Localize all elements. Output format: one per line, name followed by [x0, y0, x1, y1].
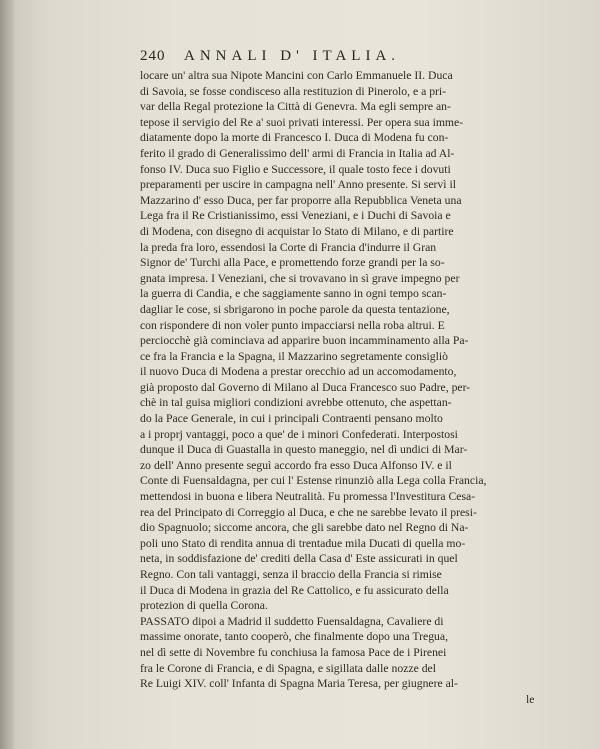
text-line: chè in tal guisa migliori condizioni avrebbe ottenuto, che aspettan-: [140, 396, 452, 410]
text-line: dunque il Duca di Guastalla in questo maneggio, nel dì undici di Mar-: [140, 443, 468, 457]
text-line: protezion di quella Corona.: [140, 599, 268, 613]
text-line: Regno. Con tali vantaggi, senza il braccio della Francia si rimise: [140, 568, 442, 581]
text-line: Lega fra il Re Cristianissimo, essi Veneziani, e i Duchi di Savoia e: [140, 209, 451, 223]
text-line: tepose il servigio del Re a' suoi privati interessi. Per opera sua imme-: [140, 115, 464, 129]
catchword: le: [526, 692, 535, 706]
text-line: Mazzarino d' esso Duca, per far proporre alla Repubblica Veneta una: [140, 193, 462, 207]
text-line: ce fra la Francia e la Spagna, il Mazzarino segretamente consigliò: [140, 349, 448, 363]
text-line: mettendosi in buona e libera Neutralità. Fu promessa l'Investitura Cesa-: [140, 490, 476, 504]
text-line: zo dell' Anno presente seguì accordo fra esso Duca Alfonso IV. e il: [140, 458, 452, 472]
text-line: Signor de' Turchi alla Pace, e promettendo forze grandi per la so-: [140, 256, 445, 270]
text-line: di Modena, con disegno di acquistar lo Stato di Milano, e di partire: [140, 224, 454, 238]
text-line: la preda fra loro, essendosi la Corte di Francia d'indurre il Gran: [140, 240, 437, 254]
text-line: PASSATO dipoi a Madrid il suddetto Fuensaldagna, Cavaliere di: [140, 614, 444, 628]
text-line: preparamenti per uscire in campagna nell' Anno presente. Si servì il: [140, 178, 456, 192]
text-line: dagliar le cose, si sbrigarono in poche parole da questa tentazione,: [140, 302, 450, 316]
text-line: fonso IV. Duca suo Figlio e Successore, il quale tosto fece i dovuti: [140, 162, 451, 176]
text-line: con rispondere di non voler punto impacciarsi nella roba altrui. E: [140, 318, 445, 332]
page-number: 240: [140, 48, 166, 64]
text-line: perciocchè già cominciava ad apparire buon incamminamento alla Pa-: [140, 334, 469, 348]
text-line: diatamente dopo la morte di Francesco I. Duca di Modena fu con-: [140, 131, 449, 145]
page-header: [140, 48, 470, 68]
text-line: neta, in soddisfazione de' crediti della Casa d' Este assicurati in quel: [140, 552, 458, 566]
text-line: dio Spagnuolo; siccome ancora, che gli sarebbe dato nel Regno di Na-: [140, 521, 469, 535]
text-line: rea del Principato di Correggio al Duca, e che ne sarebbe levato il presi-: [140, 505, 477, 519]
text-line: fra le Corone di Francia, e di Spagna, e sigillata dalle nozze del: [140, 661, 436, 675]
text-line: do la Pace Generale, in cui i principali Contraenti pensano molto: [140, 412, 443, 426]
text-line: a i proprj vantaggi, poco a que' de i minori Confederati. Interpostosi: [140, 427, 458, 441]
text-line: var della Regal protezione la Città di Genevra. Ma egli sempre an-: [140, 100, 451, 114]
text-line: ferito il grado di Generalissimo dell' armi di Francia in Italia ad Al-: [140, 146, 455, 160]
running-title: ANNALI D' ITALIA.: [184, 48, 401, 64]
text-line: il Duca di Modena in grazia del Re Cattolico, e fu assicurato della: [140, 583, 449, 597]
text-line: il nuovo Duca di Modena a prestar orecchio ad un accomodamento,: [140, 365, 457, 379]
text-line: la guerra di Candia, e che saggiamente sanno in ogni tempo scan-: [140, 287, 447, 301]
text-line: già proposto dal Governo di Milano al Duca Francesco suo Padre, per-: [140, 380, 471, 394]
text-line: nel dì sette di Novembre fu conchiusa la famosa Pace de i Pirenei: [140, 645, 447, 659]
text-line: gnata impresa. I Veneziani, che si trovavano in sì grave impegno per: [140, 271, 460, 285]
text-line: poli uno Stato di rendita annua di trentadue mila Ducati di quella mo-: [140, 536, 466, 550]
text-line: massime onorate, tanto cooperò, che finalmente dopo una Tregua,: [140, 630, 449, 644]
text-line: locare un' altra sua Nipote Mancini con Carlo Emmanuele II. Duca: [140, 69, 453, 82]
text-line: di Savoia, se fosse condisceso alla restituzion di Pinerolo, e a pri-: [140, 84, 447, 98]
page-gutter-shadow: [0, 0, 14, 749]
text-line: Re Luigi XIV. coll' Infanta di Spagna Maria Teresa, per giugnere al-: [140, 677, 458, 691]
body-text: [140, 68, 552, 707]
text-line: Conte di Fuensaldagna, per cui l' Estense rinunziò alla Lega colla Francia,: [140, 474, 487, 488]
